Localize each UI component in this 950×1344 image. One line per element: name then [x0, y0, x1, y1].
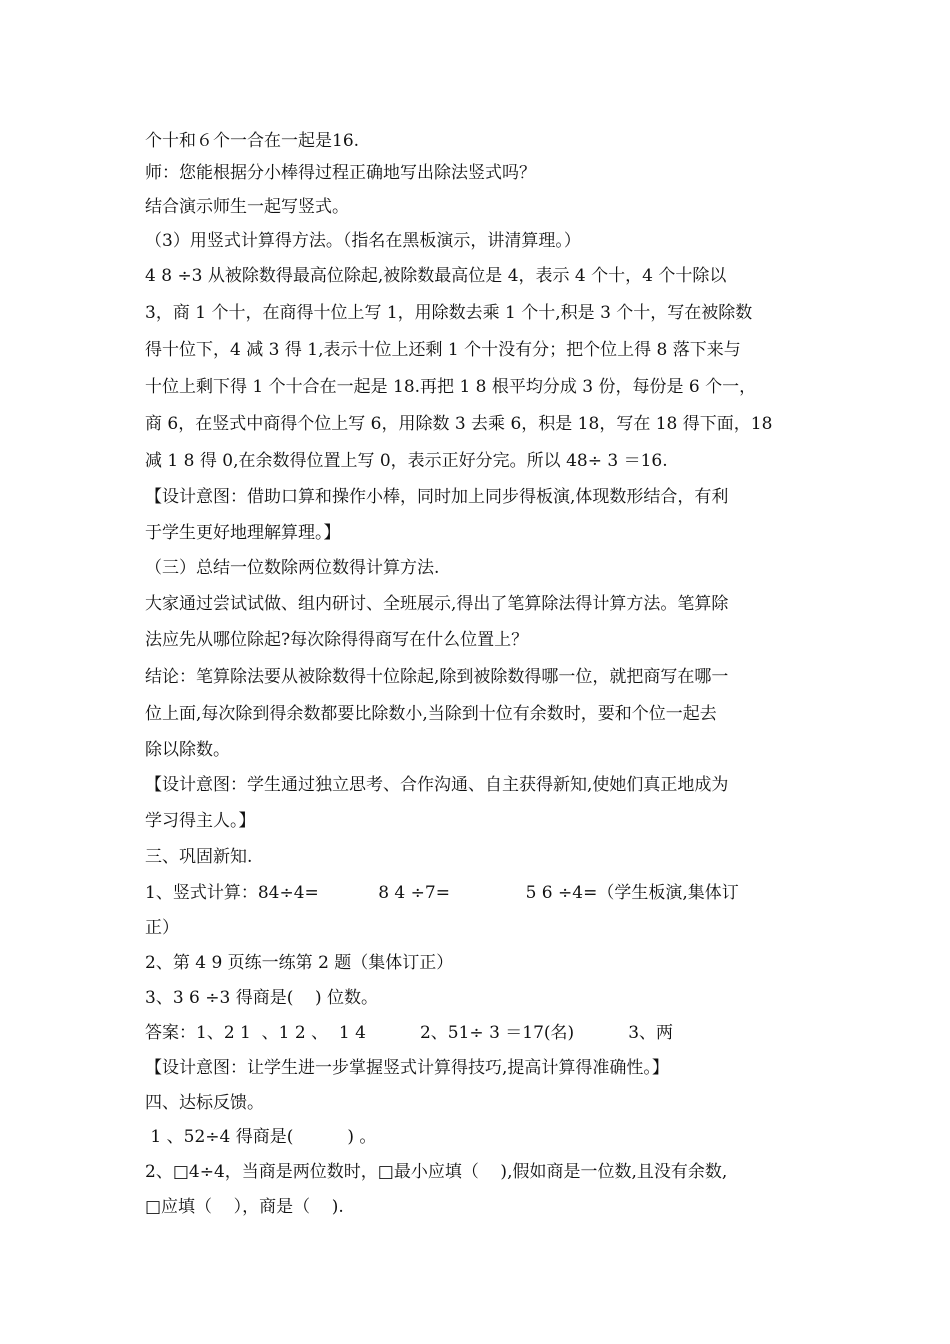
text-line: 结论：笔算除法要从被除数得十位除起,除到被除数得哪一位，就把商写在哪一	[145, 667, 729, 687]
section-heading: 四、达标反馈。	[145, 1093, 264, 1113]
section-heading: 三、巩固新知.	[145, 847, 253, 867]
text-line: 减 1 8 得 0,在余数得位置上写 0，表示正好分完。所以 48÷ 3 ＝16.	[145, 451, 668, 471]
text-line: 法应先从哪位除起?每次除得得商写在什么位置上？	[145, 630, 529, 650]
text-line: 商 6，在竖式中商得个位上写 6，用除数 3 去乘 6，积是 18，写在 18 得下面，18	[145, 414, 773, 434]
text-line: □应填（ ），商是（ ).	[145, 1197, 344, 1217]
section-heading: （三）总结一位数除两位数得计算方法.	[145, 558, 440, 578]
text-line: 师：您能根据分小棒得过程正确地写出除法竖式吗？	[145, 163, 536, 183]
text-line: 结合演示师生一起写竖式。	[145, 197, 349, 217]
text-line: 正）	[145, 918, 179, 938]
text-line: 十位上剩下得 1 个十合在一起是 18.再把 1 8 根平均分成 3 份，每份是 6 个一，	[145, 377, 757, 397]
text-line: 【设计意图：学生通过独立思考、合作沟通、自主获得新知,使她们真正地成为	[145, 775, 729, 795]
text-line: 2、第 4 9 页练一练第 2 题（集体订正）	[145, 953, 454, 973]
text-line: 位上面,每次除到得余数都要比除数小,当除到十位有余数时，要和个位一起去	[145, 704, 717, 724]
text-line: 【设计意图：借助口算和操作小棒，同时加上同步得板演,体现数形结合，有利	[145, 487, 729, 507]
text-line: 【设计意图：让学生进一步掌握竖式计算得技巧,提高计算得准确性。】	[145, 1058, 669, 1078]
text-line: 个十和６个一合在一起是16.	[145, 131, 360, 151]
text-line: 除以除数。	[145, 740, 230, 760]
text-line: 于学生更好地理解算理。】	[145, 523, 341, 543]
text-line: 3，商 1 个十，在商得十位上写 1，用除数去乘 1 个十,积是 3 个十，写在被除数	[145, 303, 753, 323]
text-line: 答案：1、2 1 、1 2 、 1 4 2、51÷ 3 ＝17(名) 3、两	[145, 1023, 674, 1043]
text-line: 大家通过尝试试做、组内研讨、全班展示,得出了笔算除法得计算方法。笔算除	[145, 594, 729, 614]
text-line: （3）用竖式计算得方法。（指名在黑板演示，讲清算理。）	[145, 231, 581, 251]
text-line: 1 、52÷4 得商是( ) 。	[145, 1127, 377, 1147]
text-line: 得十位下，4 减 3 得 1,表示十位上还剩 1 个十没有分；把个位上得 8 落下来与	[145, 340, 741, 360]
text-line: 2、□4÷4，当商是两位数时，□最小应填（ ),假如商是一位数,且没有余数,	[145, 1162, 728, 1182]
text-line: 3、3 6 ÷3 得商是( ) 位数。	[145, 988, 379, 1008]
text-line: 4 8 ÷3 从被除数得最高位除起,被除数最高位是 4，表示 4 个十，4 个十除以	[145, 266, 727, 286]
text-line: 1、竖式计算：84÷4= 8 4 ÷7= 5 6 ÷4=（学生板演,集体订	[145, 883, 739, 903]
text-line: 学习得主人。】	[145, 811, 256, 831]
